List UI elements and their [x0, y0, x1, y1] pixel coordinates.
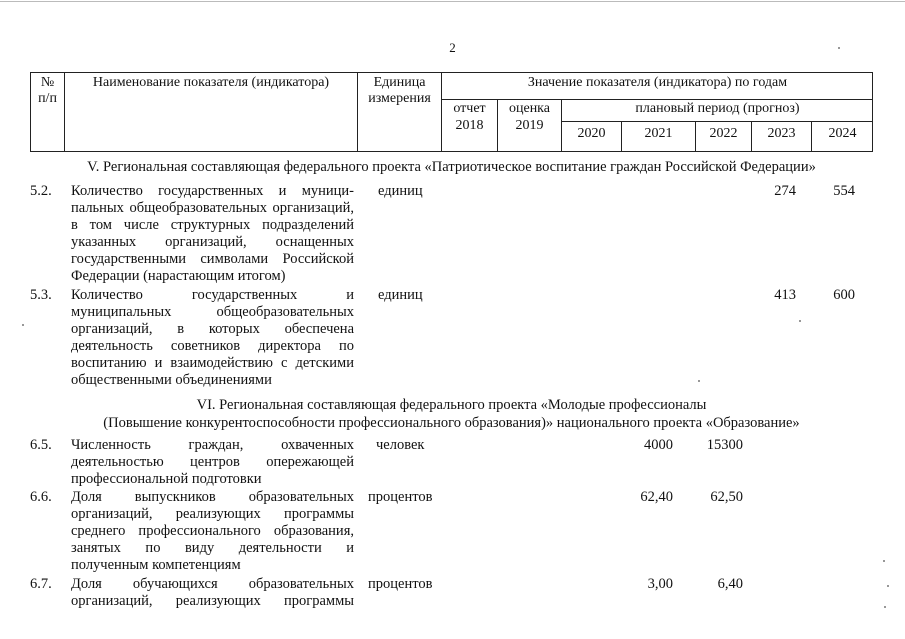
- indicator-name: [71, 183, 354, 285]
- indicator-name-line: общественными объединениями: [71, 372, 272, 388]
- col-year-2020: 2020: [577, 126, 606, 141]
- indicator-name-line: муниципальных общеобразовательных: [71, 304, 354, 320]
- indicator-unit: процентов: [368, 489, 433, 505]
- indicator-name-line: Федерации (нарастающим итогом): [71, 268, 286, 284]
- table-header: [30, 72, 873, 152]
- col-report-label: отчет: [453, 101, 486, 116]
- indicator-name-line: полученным компетенциям: [71, 557, 241, 573]
- indicator-name-line: Количество государственных и муници-: [71, 183, 354, 199]
- section-6-title-2: (Повышение конкурентоспособности профессионального образования)» национального проекта «Образование»: [103, 415, 800, 431]
- value-2024: 554: [833, 183, 855, 199]
- value-2021: 4000: [644, 437, 673, 453]
- indicator-name-line: организаций, реализующих программы: [71, 593, 354, 609]
- indicator-name-line: в том числе структурных подразделений: [71, 217, 354, 233]
- row-number: 6.6.: [30, 489, 52, 505]
- indicator-name-line: Численность граждан, охваченных: [71, 437, 354, 453]
- indicator-unit: единиц: [378, 287, 423, 303]
- col-plan-label: плановый период (прогноз): [635, 101, 800, 116]
- indicator-name-line: среднего профессионального образования,: [71, 523, 354, 539]
- indicator-name-line: пальных общеобразовательных организаций,: [71, 200, 354, 216]
- indicator-name-line: деятельность советников директора по: [71, 338, 354, 354]
- indicator-name: [71, 576, 354, 610]
- scan-speck: [838, 47, 840, 49]
- indicator-name-line: указанных организаций, оснащенных: [71, 234, 354, 250]
- indicator-name: [71, 437, 354, 488]
- indicator-name-line: деятельностью центров опережающей: [71, 454, 354, 470]
- scan-speck: [884, 606, 886, 608]
- indicator-name-line: Доля выпускников образовательных: [71, 489, 354, 505]
- col-year-2024: 2024: [828, 126, 857, 141]
- scan-speck: [883, 560, 885, 562]
- indicator-name: [71, 489, 354, 574]
- col-year-2021: 2021: [644, 126, 673, 141]
- scan-speck: [799, 320, 801, 322]
- indicator-name-line: государственными символами Российской: [71, 251, 354, 267]
- indicator-name-line: Доля обучающихся образовательных: [71, 576, 354, 592]
- indicator-name-line: занятых по виду деятельности и: [71, 540, 354, 556]
- col-num-label: №: [40, 75, 55, 90]
- scan-speck: [22, 324, 24, 326]
- scan-top-edge: [0, 1, 905, 2]
- col-values-label: Значение показателя (индикатора) по годам: [527, 75, 788, 90]
- scan-speck: [887, 585, 889, 587]
- indicator-name-line: организаций, в которых обеспечена: [71, 321, 354, 337]
- col-unit-label-2: измерения: [368, 91, 431, 106]
- row-number: 5.3.: [30, 287, 52, 303]
- indicator-unit: единиц: [378, 183, 423, 199]
- indicator-name-line: воспитанию и взаимодействию с детскими: [71, 355, 354, 371]
- indicator-name-line: профессиональной подготовки: [71, 471, 262, 487]
- col-report-year: 2018: [455, 118, 484, 133]
- section-6-title: VI. Региональная составляющая федерального проекта «Молодые профессионалы: [196, 397, 707, 413]
- col-name-label: Наименование показателя (индикатора): [92, 75, 330, 90]
- page-number: 2: [449, 40, 456, 55]
- indicator-unit: процентов: [368, 576, 433, 592]
- col-estimate-label: оценка: [508, 101, 550, 116]
- value-2021: 3,00: [647, 576, 673, 592]
- value-2022: 6,40: [717, 576, 743, 592]
- indicator-name: [71, 287, 354, 389]
- value-2022: 15300: [706, 437, 743, 453]
- value-2023: 413: [774, 287, 796, 303]
- row-number: 6.5.: [30, 437, 52, 453]
- value-2022: 62,50: [710, 489, 743, 505]
- value-2023: 274: [774, 183, 796, 199]
- row-number: 5.2.: [30, 183, 52, 199]
- scan-speck: [698, 380, 700, 382]
- value-2024: 600: [833, 287, 855, 303]
- section-5-title: V. Региональная составляющая федерального проекта «Патриотическое воспитание граждан Российской Федерации»: [87, 159, 816, 175]
- col-estimate-year: 2019: [515, 118, 544, 133]
- col-num-label-2: п/п: [38, 91, 57, 106]
- indicator-name-line: организаций, реализующих программы: [71, 506, 354, 522]
- indicator-unit: человек: [376, 437, 425, 453]
- value-2021: 62,40: [640, 489, 673, 505]
- col-unit-label: Единица: [373, 75, 426, 90]
- col-year-2022: 2022: [709, 126, 738, 141]
- row-number: 6.7.: [30, 576, 52, 592]
- col-year-2023: 2023: [767, 126, 796, 141]
- indicator-name-line: Количество государственных и: [71, 287, 354, 303]
